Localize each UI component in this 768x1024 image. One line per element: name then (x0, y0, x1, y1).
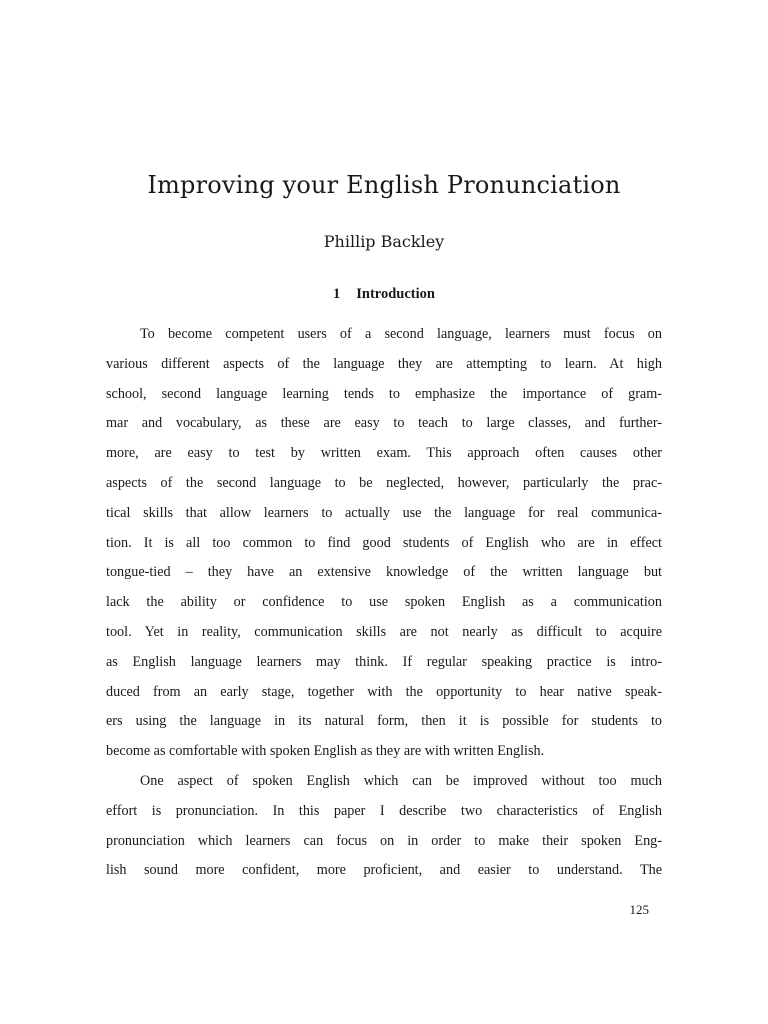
paragraph-2 (106, 767, 662, 886)
text-line: more, are easy to test by written exam. This approach often causes other (106, 445, 662, 462)
paper-title: Improving your English Pronunciation (147, 171, 621, 199)
page-number: 125 (629, 902, 649, 917)
text-line: To become competent users of a second language, learners must focus on (140, 326, 662, 342)
text-line: lack the ability or confidence to use spoken English as a communication (106, 594, 662, 611)
paragraph-1 (106, 320, 662, 767)
paper-author: Phillip Backley (323, 232, 445, 251)
text-line: ers using the language in its natural form, then it is possible for students to (106, 713, 662, 730)
text-line: effort is pronunciation. In this paper I describe two characteristics of English (106, 802, 662, 819)
text-line: various different aspects of the language they are attempting to learn. At high (106, 355, 662, 372)
section-heading (0, 286, 768, 303)
text-line: aspects of the second language to be neglected, however, particularly the prac- (106, 474, 662, 491)
text-line: tongue-tied – they have an extensive knowledge of the written language but (106, 564, 662, 581)
text-line: pronunciation which learners can focus on in order to make their spoken Eng- (106, 832, 662, 849)
body-text (106, 320, 662, 886)
text-line: school, second language learning tends to emphasize the importance of gram- (106, 385, 662, 402)
text-line: lish sound more confident, more proficient, and easier to understand. The (106, 862, 662, 879)
text-line: duced from an early stage, together with the opportunity to hear native speak- (106, 683, 662, 700)
section-number: 1 (333, 286, 341, 302)
text-line: become as comfortable with spoken English as they are with written English. (106, 743, 545, 760)
text-line: mar and vocabulary, as these are easy to teach to large classes, and further- (106, 415, 662, 432)
section-title: Introduction (356, 286, 435, 302)
text-line: One aspect of spoken English which can be improved without too much (140, 772, 662, 789)
text-line: as English language learners may think. If regular speaking practice is intro- (106, 653, 662, 670)
text-line: tion. It is all too common to find good students of English who are in effect (106, 534, 662, 551)
text-line: tool. Yet in reality, communication skills are not nearly as difficult to acquire (106, 623, 662, 640)
text-line: tical skills that allow learners to actually use the language for real communica- (106, 504, 662, 521)
